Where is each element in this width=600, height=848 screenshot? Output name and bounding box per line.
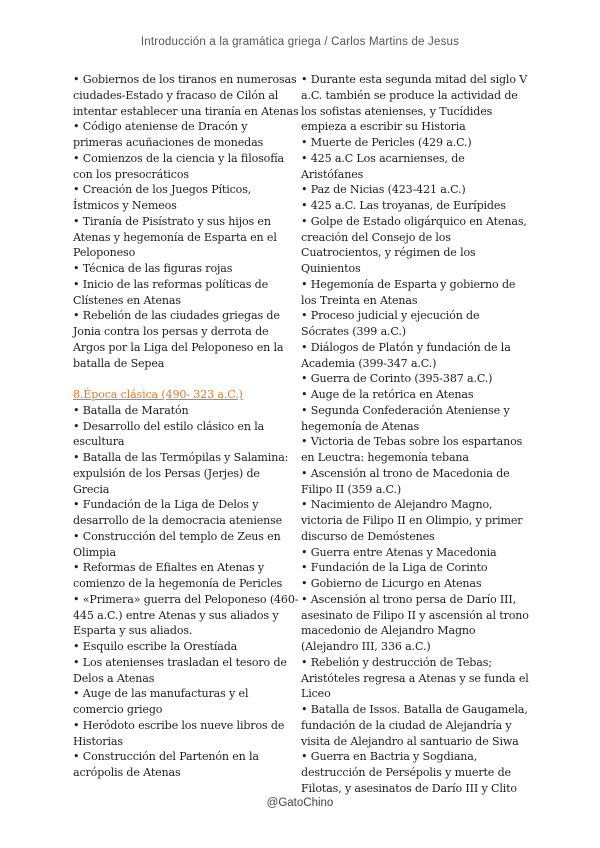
list-item: • Gobiernos de los tiranos en numerosas ciudades-Estado y fracaso de Cilón al intentar establecer una tiranía en Atenas	[73, 73, 299, 118]
list-item: • Ascensión al trono de Macedonia de Filipo II (359 a.C.)	[301, 466, 510, 496]
list-item: • Ascensión al trono persa de Darío III, asesinato de Filipo II y ascensión al trono macedonio de Alejandro Magno (Alejandro III, 336 a.C.)	[301, 592, 529, 653]
list-item: • Los atenienses trasladan el tesoro de Delos a Atenas	[73, 655, 287, 685]
list-item: • Batalla de Issos. Batalla de Gaugamela, fundación de la ciudad de Alejandría y visita de Alejandro al santuario de Siwa	[301, 703, 528, 748]
spacer	[73, 371, 299, 387]
list-item: • Desarrollo del estilo clásico en la escultura	[73, 419, 265, 449]
list-item: • Proceso judicial y ejecución de Sócrates (399 a.C.)	[301, 309, 480, 338]
list-item: • Gobierno de Licurgo en Atenas	[301, 577, 482, 590]
list-item: • Durante esta segunda mitad del siglo V a.C. también se produce la actividad de los sofistas atenienses, y Tucídides empieza a escribir su Historia	[301, 73, 528, 134]
list-item: • Rebelión y destrucción de Tebas; Aristóteles regresa a Atenas y se funda el Liceo	[301, 655, 529, 701]
list-item: • Comienzos de la ciencia y la filosofía con los presocráticos	[73, 151, 285, 181]
list-item: • 425 a.C. Las troyanas, de Eurípides	[301, 199, 506, 212]
list-item: • Paz de Nicias (423-421 a.C.)	[301, 183, 466, 197]
list-item: • Victoria de Tebas sobre los espartanos en Leuctra: hegemonía tebana	[301, 435, 523, 464]
list-item: • Golpe de Estado oligárquico en Atenas, creación del Consejo de los Cuatrocientos, y régimen de los Quinientos	[301, 214, 527, 275]
list-item: • Hegemonía de Esparta y gobierno de los Treinta en Atenas	[301, 277, 516, 307]
list-item: • Inicio de las reformas políticas de Clístenes en Atenas	[73, 277, 269, 307]
left-list-a	[73, 72, 299, 371]
list-item: • Batalla de las Termópilas y Salamina: expulsión de los Persas (Jerjes) de Grecia	[73, 451, 289, 496]
list-item: • 425 a.C Los acarnienses, de Aristófanes	[301, 151, 465, 181]
page-footer: @GatoChino	[266, 797, 334, 809]
list-item: • «Primera» guerra del Peloponeso (460- 445 a.C.) entre Atenas y sus aliados y Esparta y sus aliados.	[73, 592, 299, 638]
list-item: • Reformas de Efialtes en Atenas y comienzo de la hegemonía de Pericles	[73, 561, 283, 590]
list-item: • Fundación de la Liga de Delos y desarrollo de la democracia ateniense	[73, 498, 283, 527]
list-item: • Técnica de las figuras rojas	[73, 262, 233, 275]
list-item: • Guerra entre Atenas y Macedonia	[301, 545, 497, 559]
list-item: • Muerte de Pericles (429 a.C.)	[301, 136, 472, 149]
list-item: • Construcción del templo de Zeus en Olimpia	[73, 529, 281, 559]
section-heading[interactable]: 8.Época clásica (490- 323 a.C.)	[73, 388, 243, 401]
list-item: • Segunda Confederación Ateniense y hegemonía de Atenas	[301, 403, 510, 433]
list-item: • Construcción del Partenón en la acrópolis de Atenas	[73, 750, 259, 779]
list-item: • Auge de las manufacturas y el comercio griego	[73, 687, 249, 716]
left-column	[73, 72, 299, 781]
list-item: • Guerra de Corinto (395-387 a.C.)	[301, 372, 493, 386]
list-item: • Guerra en Bactria y Sogdiana, destrucción de Persépolis y muerte de Filotas, y asesinatos de Darío III y Clito	[301, 750, 517, 795]
list-item: • Auge de la retórica en Atenas	[301, 388, 474, 401]
list-item: • Diálogos de Platón y fundación de la Academia (399-347 a.C.)	[301, 340, 511, 370]
list-item: • Nacimiento de Alejandro Magno, victoria de Filipo II en Olimpio, y primer discurso de Demóstenes	[301, 498, 523, 543]
list-item: • Heródoto escribe los nueve libros de Historias	[73, 718, 285, 748]
list-item: • Rebelión de las ciudades griegas de Jonia contra los persas y derrota de Argos por la Liga del Peloponeso en la batalla de Sepea	[73, 309, 284, 370]
list-item: • Batalla de Maratón	[73, 403, 189, 417]
list-item: • Código ateniense de Dracón y primeras acuñaciones de monedas	[73, 120, 264, 149]
page-header: Introducción a la gramática griega / Carlos Martins de Jesus	[140, 36, 460, 48]
list-item: • Esquilo escribe la Orestíada	[73, 640, 238, 653]
list-item: • Creación de los Juegos Píticos, Ístmicos y Nemeos	[73, 183, 252, 212]
left-list-b	[73, 403, 299, 781]
list-item: • Tiranía de Pisístrato y sus hijos en Atenas y hegemonía de Esparta en el Peloponeso	[73, 214, 277, 260]
right-column	[301, 72, 529, 797]
list-item: • Fundación de la Liga de Corinto	[301, 561, 488, 575]
